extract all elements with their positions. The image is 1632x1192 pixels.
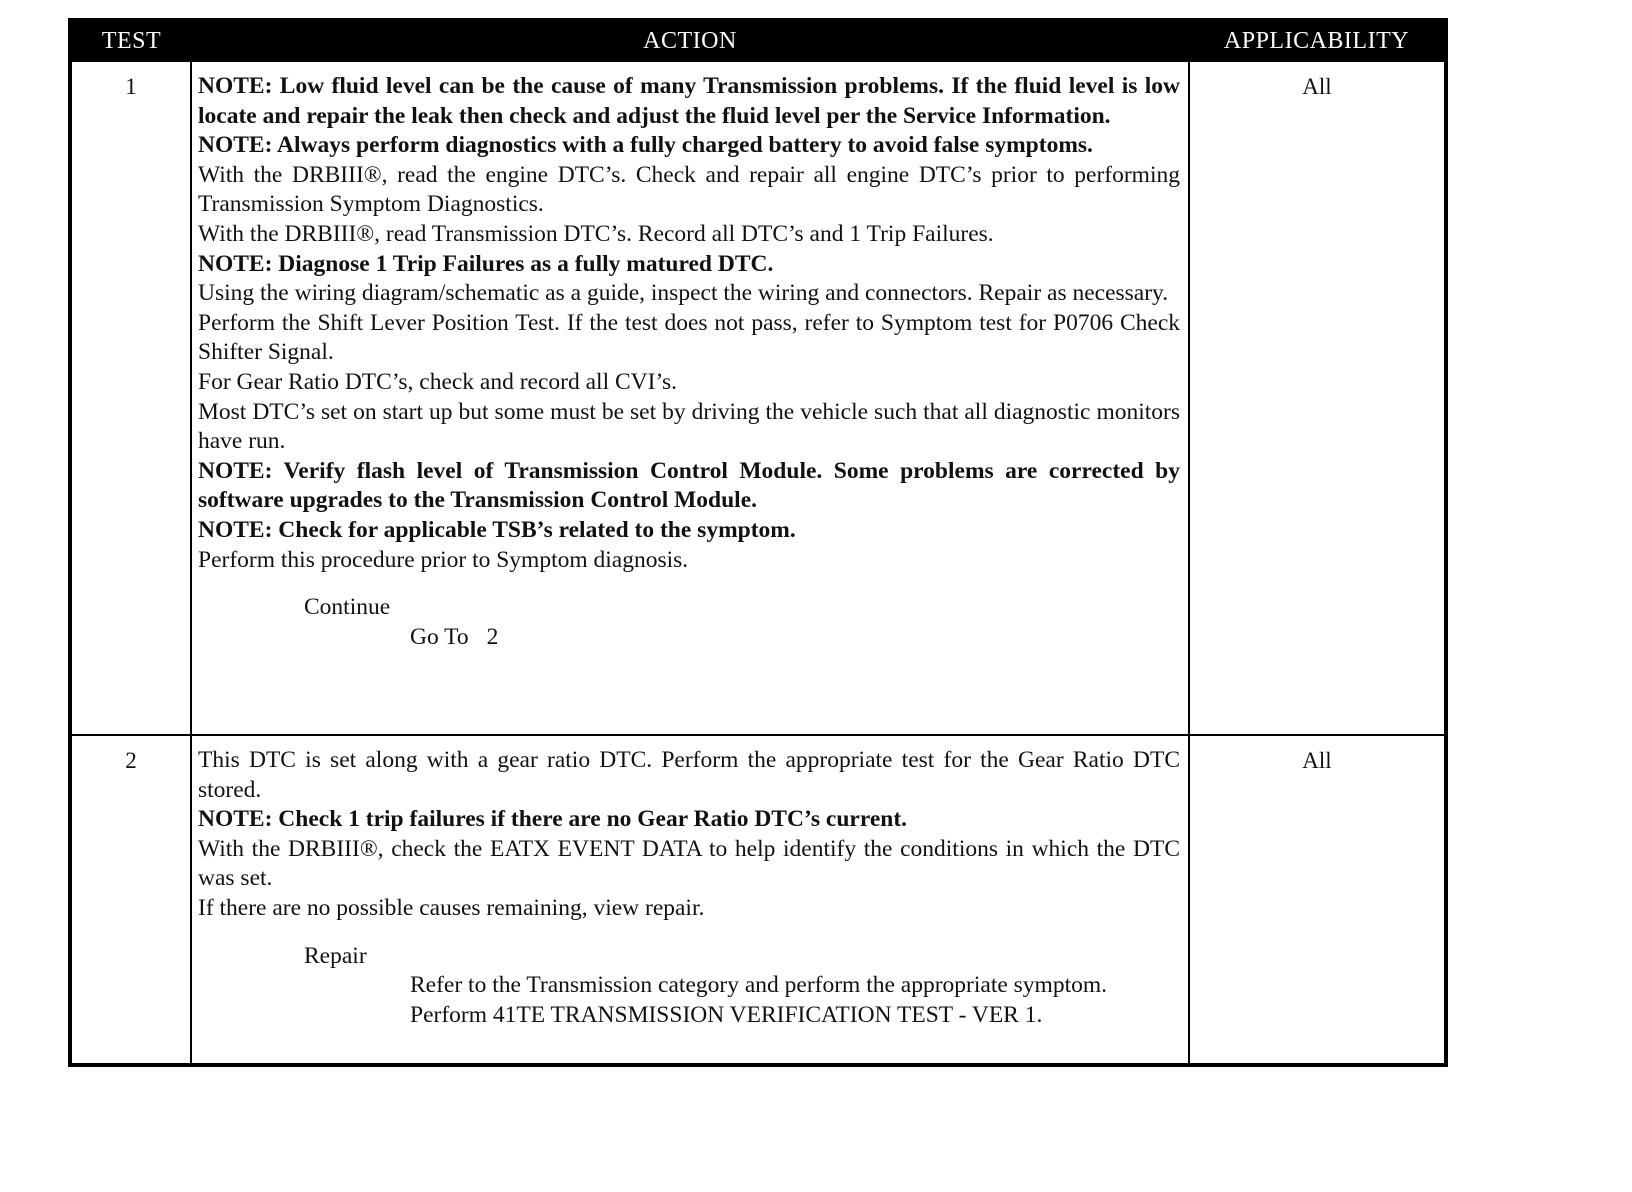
action-line: With the DRBIII®, read Transmission DTC’s. Record all DTC’s and 1 Trip Failures.: [198, 220, 994, 247]
goto-target: 2: [486, 623, 499, 650]
table-row: [70, 735, 1446, 1065]
action-line: NOTE: Check for applicable TSB’s related to the symptom.: [198, 516, 796, 543]
test-number: 2: [70, 735, 191, 1065]
action-line: Using the wiring diagram/schematic as a guide, inspect the wiring and connectors. Repair as necessary.: [198, 280, 1169, 307]
header-test: TEST: [70, 20, 191, 61]
action-cell: [191, 735, 1189, 1065]
repair-instruction: Refer to the Transmission category and perform the appropriate symptom.: [410, 972, 1108, 999]
table-row: [70, 61, 1446, 735]
outcome-repair: Repair: [304, 942, 367, 969]
action-line: Perform this procedure prior to Symptom diagnosis.: [198, 546, 689, 573]
applicability-value: All: [1189, 61, 1446, 735]
header-applicability: APPLICABILITY: [1189, 20, 1446, 61]
action-line: Most DTC’s set on start up but some must be set by driving the vehicle such that all diagnostic monitors have run.: [198, 398, 1180, 455]
action-line: NOTE: Low fluid level can be the cause of many Transmission problems. If the fluid level is low locate and repair the leak then check and adjust the fluid level per the Service Information.: [198, 73, 1180, 129]
applicability-value: All: [1189, 735, 1446, 1065]
action-line: For Gear Ratio DTC’s, check and record all CVI’s.: [198, 368, 678, 395]
action-line: If there are no possible causes remaining, view repair.: [198, 894, 705, 921]
goto-label: Go To: [410, 623, 469, 650]
action-line: This DTC is set along with a gear ratio DTC. Perform the appropriate test for the Gear Ratio DTC stored.: [198, 747, 1180, 803]
action-line: NOTE: Verify flash level of Transmission Control Module. Some problems are corrected by software upgrades to the Transmission Control Module.: [198, 457, 1180, 514]
action-line: NOTE: Diagnose 1 Trip Failures as a fully matured DTC.: [198, 250, 774, 277]
repair-instruction: Perform 41TE TRANSMISSION VERIFICATION TEST - VER 1.: [410, 1001, 1043, 1028]
table-header-row: [70, 20, 1446, 61]
test-number: 1: [70, 61, 191, 735]
action-line: With the DRBIII®, check the EATX EVENT DATA to help identify the conditions in which the DTC was set.: [198, 835, 1180, 892]
action-line: NOTE: Always perform diagnostics with a fully charged battery to avoid false symptoms.: [198, 132, 1093, 159]
action-line: NOTE: Check 1 trip failures if there are no Gear Ratio DTC’s current.: [198, 806, 908, 833]
action-line: With the DRBIII®, read the engine DTC’s. Check and repair all engine DTC’s prior to performing Transmission Symptom Diagnostics.: [198, 161, 1180, 218]
action-line: Perform the Shift Lever Position Test. If the test does not pass, refer to Symptom test for P0706 Check Shifter Signal.: [198, 309, 1180, 366]
outcome-continue: Continue: [304, 594, 391, 621]
action-cell: [191, 61, 1189, 735]
header-action: ACTION: [191, 20, 1189, 61]
goto-instruction: [198, 623, 1180, 653]
diagnostic-test-table: [68, 18, 1448, 1067]
